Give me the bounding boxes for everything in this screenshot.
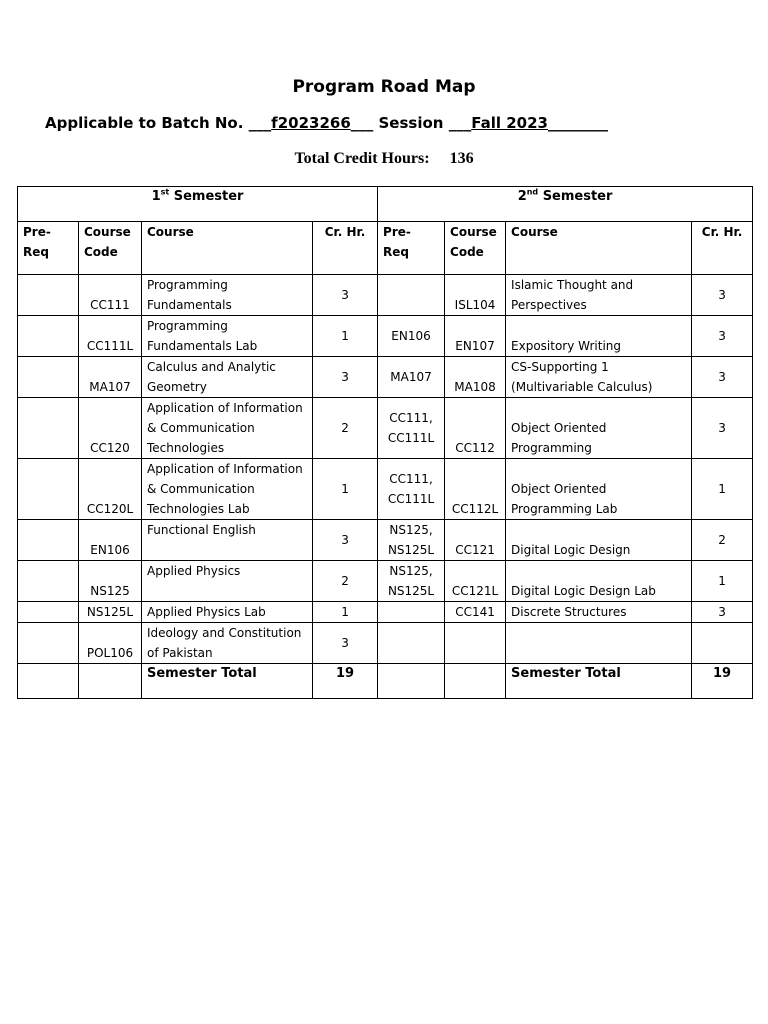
course-name-cell: Islamic Thought and Perspectives	[506, 275, 692, 316]
course-name-cell: Expository Writing	[506, 316, 692, 357]
prereq-cell: CC111, CC111L	[378, 398, 445, 459]
table-row	[18, 602, 753, 623]
table-row	[18, 520, 753, 561]
course-name-cell	[506, 623, 692, 664]
course-code-cell: POL106	[79, 623, 142, 664]
course-code-cell: EN106	[79, 520, 142, 561]
prereq-cell	[18, 520, 79, 561]
batch-blank-post: ___	[350, 114, 374, 132]
prereq-cell	[18, 623, 79, 664]
course-name-cell: Digital Logic Design Lab	[506, 561, 692, 602]
prereq-cell	[18, 398, 79, 459]
course-name-cell: Application of Information & Communication Technologies Lab	[142, 459, 313, 520]
prereq-cell	[18, 459, 79, 520]
course-code-cell: MA107	[79, 357, 142, 398]
credit-cell: 2	[692, 520, 753, 561]
credit-cell: 1	[692, 459, 753, 520]
course-code-cell: CC120L	[79, 459, 142, 520]
batch-blank-pre: ___	[248, 114, 272, 132]
table-row	[18, 561, 753, 602]
credit-label: Total Credit Hours:	[294, 150, 430, 167]
col-credit: Cr. Hr.	[692, 222, 753, 275]
prereq-cell	[18, 316, 79, 357]
course-name-cell: CS-Supporting 1 (Multivariable Calculus)	[506, 357, 692, 398]
road-map-table	[17, 186, 753, 699]
credit-cell: 3	[692, 602, 753, 623]
course-name-cell: Application of Information & Communication Technologies	[142, 398, 313, 459]
course-code-cell	[445, 623, 506, 664]
prereq-cell	[378, 275, 445, 316]
credit-cell: 3	[313, 520, 378, 561]
credit-cell: 3	[313, 623, 378, 664]
course-name-cell: Programming Fundamentals Lab	[142, 316, 313, 357]
col-course: Course	[506, 222, 692, 275]
credit-cell: 3	[692, 275, 753, 316]
session-blank-pre: ___	[448, 114, 472, 132]
course-code-cell: NS125L	[79, 602, 142, 623]
col-credit: Cr. Hr.	[313, 222, 378, 275]
total-credit-hours	[0, 150, 768, 168]
credit-cell: 2	[313, 398, 378, 459]
prereq-cell	[18, 357, 79, 398]
credit-value: 136	[449, 150, 474, 167]
prereq-cell: NS125, NS125L	[378, 561, 445, 602]
table-row	[18, 357, 753, 398]
course-code-cell: MA108	[445, 357, 506, 398]
course-code-cell: CC121	[445, 520, 506, 561]
credit-cell: 1	[313, 459, 378, 520]
course-code-cell: CC120	[79, 398, 142, 459]
course-code-cell: CC141	[445, 602, 506, 623]
semester-1-total-value: 19	[313, 664, 378, 699]
course-code-cell: CC112	[445, 398, 506, 459]
course-name-cell: Programming Fundamentals	[142, 275, 313, 316]
semester-2-total-label: Semester Total	[506, 664, 692, 699]
semester-total-row	[18, 664, 753, 699]
credit-cell: 3	[692, 398, 753, 459]
prereq-cell	[18, 275, 79, 316]
semester-1-heading: 1st Semester	[18, 187, 378, 222]
credit-cell: 3	[692, 316, 753, 357]
course-name-cell: Functional English	[142, 520, 313, 561]
prereq-cell	[378, 623, 445, 664]
course-code-cell: CC111	[79, 275, 142, 316]
table-row	[18, 623, 753, 664]
prereq-cell	[18, 602, 79, 623]
credit-cell: 1	[313, 602, 378, 623]
prereq-cell: MA107	[378, 357, 445, 398]
table-row	[18, 459, 753, 520]
credit-cell: 1	[692, 561, 753, 602]
prereq-cell: CC111, CC111L	[378, 459, 445, 520]
credit-cell: 3	[313, 357, 378, 398]
batch-session-line	[45, 114, 608, 132]
credit-cell: 2	[313, 561, 378, 602]
table-row	[18, 316, 753, 357]
semester-1-total-label: Semester Total	[142, 664, 313, 699]
col-prereq: Pre- Req	[378, 222, 445, 275]
session-label: Session	[378, 114, 444, 132]
semester-2-total-value: 19	[692, 664, 753, 699]
col-course: Course	[142, 222, 313, 275]
semester-header-row	[18, 187, 753, 222]
table-row	[18, 275, 753, 316]
prereq-cell	[18, 561, 79, 602]
prereq-cell: EN106	[378, 316, 445, 357]
table-row	[18, 398, 753, 459]
course-code-cell: EN107	[445, 316, 506, 357]
course-name-cell: Discrete Structures	[506, 602, 692, 623]
session-value: Fall 2023	[471, 114, 548, 132]
session-blank-post: ________	[547, 114, 608, 132]
semester-2-heading: 2nd Semester	[378, 187, 753, 222]
col-course-code: Course Code	[445, 222, 506, 275]
course-name-cell: Digital Logic Design	[506, 520, 692, 561]
column-header-row	[18, 222, 753, 275]
course-name-cell: Calculus and Analytic Geometry	[142, 357, 313, 398]
course-code-cell: ISL104	[445, 275, 506, 316]
prereq-cell	[378, 602, 445, 623]
batch-number: f2023266	[271, 114, 351, 132]
course-code-cell: NS125	[79, 561, 142, 602]
batch-label: Applicable to Batch No.	[45, 114, 244, 132]
course-name-cell: Object Oriented Programming	[506, 398, 692, 459]
course-name-cell: Applied Physics	[142, 561, 313, 602]
course-name-cell: Ideology and Constitution of Pakistan	[142, 623, 313, 664]
course-code-cell: CC112L	[445, 459, 506, 520]
course-name-cell: Applied Physics Lab	[142, 602, 313, 623]
credit-cell: 3	[313, 275, 378, 316]
page-title: Program Road Map	[292, 77, 476, 97]
col-course-code: Course Code	[79, 222, 142, 275]
credit-cell: 1	[313, 316, 378, 357]
course-code-cell: CC121L	[445, 561, 506, 602]
course-code-cell: CC111L	[79, 316, 142, 357]
prereq-cell: NS125, NS125L	[378, 520, 445, 561]
col-prereq: Pre-Req	[18, 222, 79, 275]
credit-cell: 3	[692, 357, 753, 398]
credit-cell	[692, 623, 753, 664]
course-name-cell: Object Oriented Programming Lab	[506, 459, 692, 520]
